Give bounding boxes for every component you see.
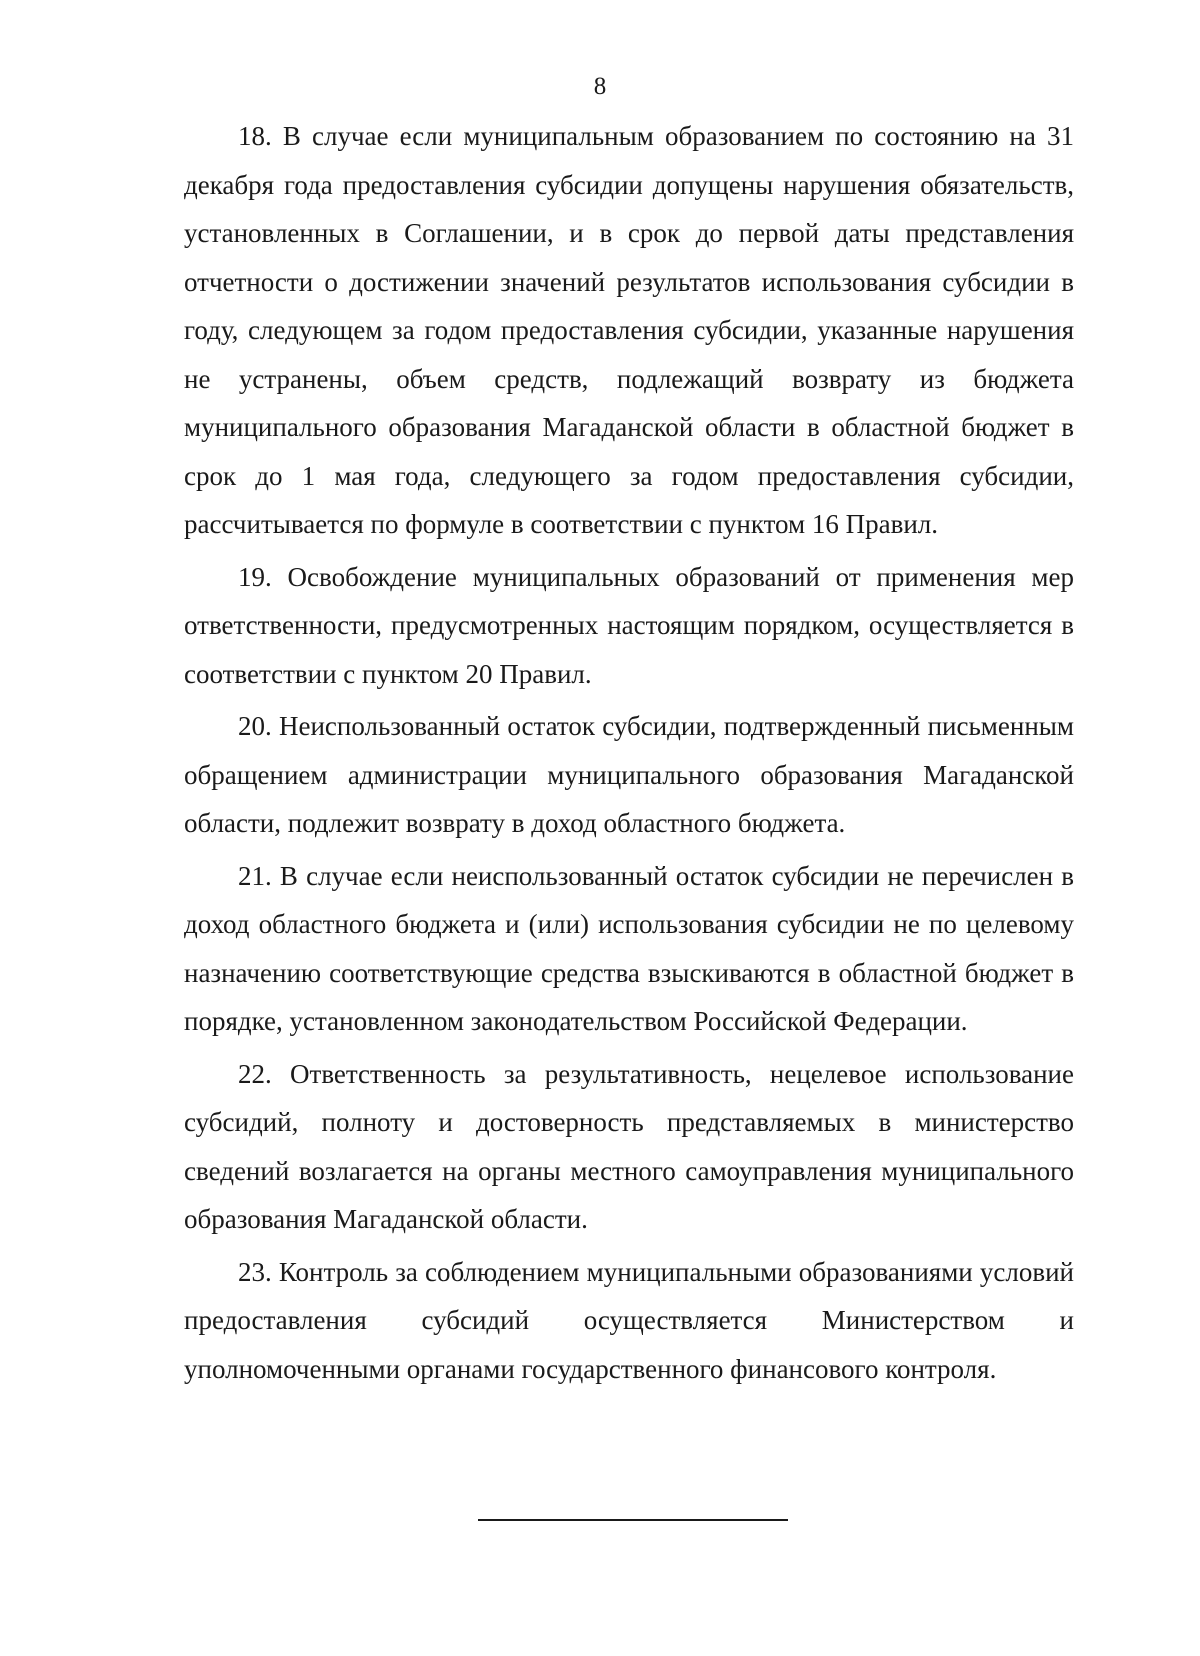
document-body — [184, 112, 1074, 1397]
paragraph-19: 19. Освобождение муниципальных образований от применения мер ответственности, предусмотренных настоящим порядком, осуществляется в соответствии с пунктом 20 Правил. — [184, 561, 1074, 689]
page-number: 8 — [593, 73, 607, 100]
paragraph-21: 21. В случае если неиспользованный остаток субсидии не перечислен в доход областного бюджета и (или) использования субсидии не по целевому назначению соответствующие средства взыскиваются в областной бюджет в порядке, установленном законодательством Российской Федерации. — [184, 860, 1074, 1036]
paragraph-23: 23. Контроль за соблюдением муниципальными образованиями условий предоставления субсидий осуществляется Министерством и уполномоченными органами государственного финансового контроля. — [184, 1256, 1074, 1384]
paragraph-18: 18. В случае если муниципальным образованием по состоянию на 31 декабря года предоставления субсидии допущены нарушения обязательств, установленных в Соглашении, и в срок до первой даты представления отчетности о достижении значений результатов использования субсидии в году, следующем за годом предоставления субсидии, указанные нарушения не устранены, объем средств, подлежащий возврату из бюджета муниципального образования Магаданской области в областной бюджет в срок до 1 мая года, следующего за годом предоставления субсидии, рассчитывается по формуле в соответствии с пунктом 16 Правил. — [184, 121, 1074, 539]
paragraph-20: 20. Неиспользованный остаток субсидии, подтвержденный письменным обращением администрации муниципального образования Магаданской области, подлежит возврату в доход областного бюджета. — [184, 711, 1074, 838]
paragraph-22: 22. Ответственность за результативность, нецелевое использование субсидий, полноту и достоверность представляемых в министерство сведений возлагается на органы местного самоуправления муниципального образования Магаданской области. — [184, 1058, 1074, 1234]
closing-divider — [478, 1519, 788, 1521]
